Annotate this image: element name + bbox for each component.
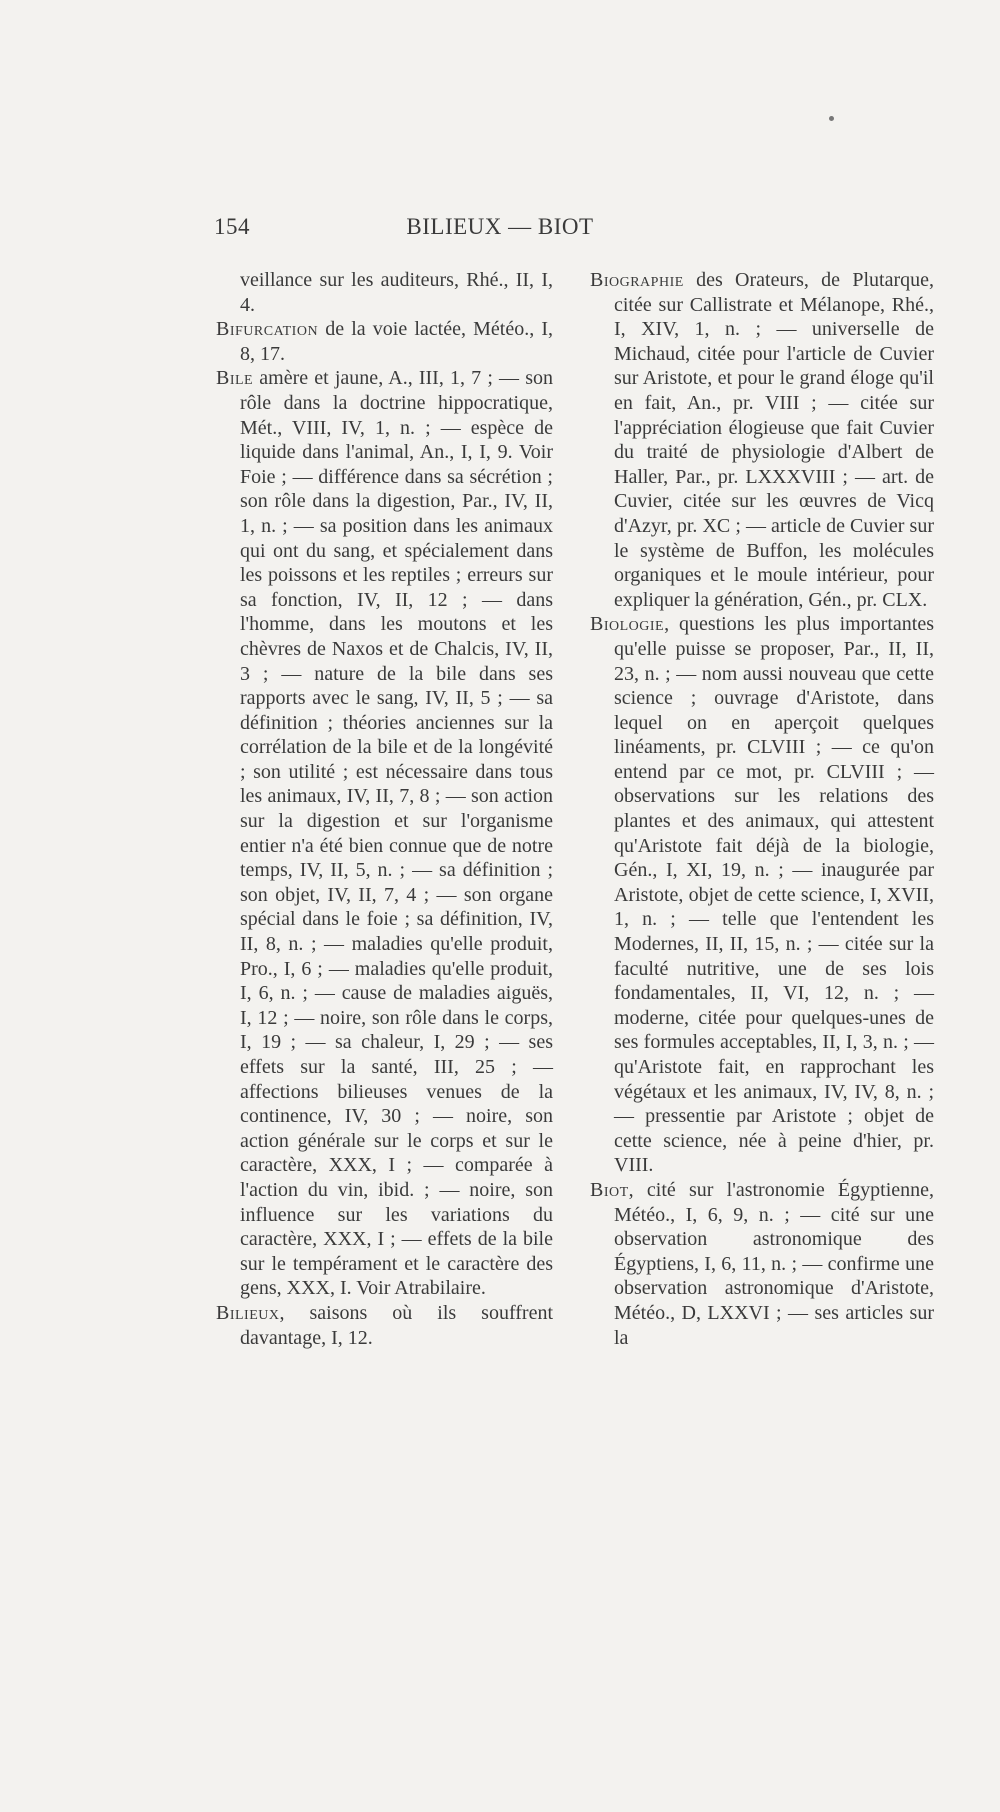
entry-text: de la voie lactée, Météo., I, 8, 17.	[240, 318, 553, 365]
index-entry-bifurcation	[216, 317, 553, 366]
entry-headword: Biologie	[590, 613, 665, 636]
index-entry-bilieux	[216, 1301, 553, 1350]
entry-text: , cité sur l'astronomie Égyptienne, Météo., I, 6, 9, n. ; — cité sur une observation astronomique des Égyptiens, I, 6, 11, n. ; — confirme une observation astronomique d'Aristote, Météo., D, LXXVI ; — ses articles sur la	[614, 1178, 934, 1349]
entry-headword: Biot	[590, 1178, 629, 1201]
index-entry-biographie	[590, 268, 934, 612]
entry-headword: Bilieux	[216, 1301, 280, 1324]
entry-headword: Biographie	[590, 269, 684, 291]
right-column	[590, 268, 934, 1350]
index-entry-biot	[590, 1178, 934, 1350]
continuation-text	[216, 268, 553, 317]
running-title: BILIEUX — BIOT	[406, 214, 594, 239]
page-number: 154	[214, 214, 250, 239]
left-column	[216, 268, 553, 1350]
entry-text: amère et jaune, A., III, 1, 7 ; — son rôle dans la doctrine hippocratique, Mét., VIII, IV, 1, n. ; — espèce de liquide dans l'animal, An., I, I, 9. Voir Foie ; — différence dans sa sécrétion ; son rôle dans la digestion, Par., IV, II, 1, n. ; — sa position dans les animaux qui ont du sang, et spécialement dans les poissons et les reptiles ; erreurs sur sa fonction, IV, II, 12 ; — dans l'homme, dans les moutons et les chèvres de Naxos et de Chalcis, IV, II, 3 ; — nature de la bile dans ses rapports avec le sang, IV, II, 5 ; — sa définition ; théories anciennes sur la corrélation de la bile et de la longévité ; son utilité ; est nécessaire dans tous les animaux, IV, II, 7, 8 ; — son action sur la digestion et sur l'organisme entier n'a été bien connue que de notre temps, IV, II, 5, n. ; — sa définition ; son objet, IV, II, 7, 4 ; — son organe spécial dans le foie ; sa définition, IV, II, 8, n. ; — maladies qu'elle produit, Pro., I, 6 ; — maladies qu'elle produit, I, 6, n. ; — cause de maladies aiguës, I, 12 ; — noire, son rôle dans le corps, I, 19 ; — sa chaleur, I, 29 ; — ses effets sur la santé, III, 25 ; — affections bilieuses venues de la continence, IV, 30 ; — noire, son action générale sur le corps et sur le caractère, XXX, I ; — comparée à l'action du vin, ibid. ; — noire, son influence sur les variations du caractère, XXX, I ; — effets de la bile sur le tempérament et le caractère des gens, XXX, I. Voir Atrabilaire.	[240, 367, 553, 1300]
entry-text: des Orateurs, de Plutarque, citée sur Callistrate et Mélanope, Rhé., I, XIV, 1, n. ; — universelle de Michaud, citée pour l'article de Cuvier sur Aristote, et pour le grand éloge qu'il en fait, An., pr. VIII ; — citée sur l'appréciation élogieuse que fait Cuvier du traité de physiologie d'Albert de Haller, Par., pr. LXXXVIII ; — art. de Cuvier, citée sur les œuvres de Vicq d'Azyr, pr. XC ; — article de Cuvier sur le système de Buffon, les molécules organiques et le moule intérieur, pour expliquer la génération, Gén., pr. CLX.	[614, 269, 934, 611]
entry-text: , questions les plus importantes qu'elle puisse se proposer, Par., II, II, 23, n. ; — nom aussi nouveau que cette science ; ouvrage d'Aristote, dans lequel on en aperçoit quelques linéaments, pr. CLVIII ; — ce qu'on entend par ce mot, pr. CLVIII ; — observations sur les relations des plantes et des animaux, qui attestent qu'Aristote fait déjà de la biologie, Gén., I, XI, 19, n. ; — inaugurée par Aristote, objet de cette science, I, XVII, 1, n. ; — telle que l'entendent les Modernes, II, II, 15, n. ; — citée sur la faculté nutritive, une de ses lois fondamentales, II, VI, 12, n. ; — moderne, citée pour quelques-unes de ses formules acceptables, II, I, 3, n. ; — qu'Aristote fait, en rapprochant les végétaux et les animaux, IV, IV, 8, n. ; — pressentie par Aristote ; objet de cette science, née à peine d'hier, pr. VIII.	[614, 613, 934, 1177]
ink-speck	[829, 116, 834, 121]
index-entry-biologie	[590, 612, 934, 1178]
index-entry-bile	[216, 366, 553, 1301]
entry-headword: Bile	[216, 367, 254, 390]
entry-headword: Bifurcation	[216, 318, 319, 341]
entry-text: veillance sur les auditeurs, Rhé., II, I, 4.	[240, 269, 553, 316]
entry-text: , saisons où ils souffrent davantage, I, 12.	[240, 1301, 553, 1349]
